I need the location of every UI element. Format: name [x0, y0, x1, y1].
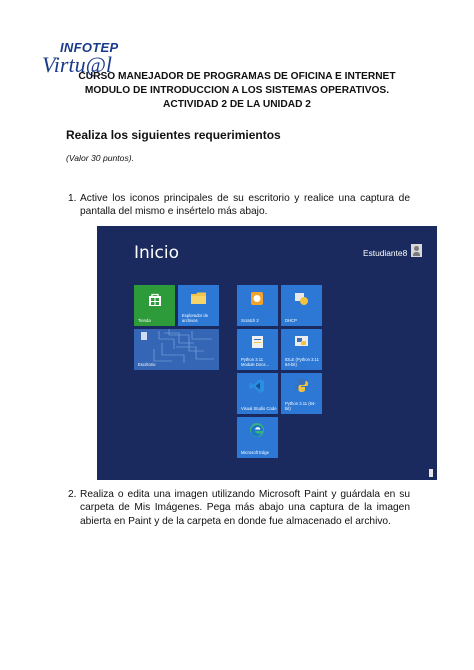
logo-bottom-word: Virtu@l	[42, 52, 112, 77]
tile-escritorio[interactable]	[134, 329, 219, 370]
start-screen-screenshot	[97, 226, 437, 480]
tile-idle[interactable]	[281, 329, 322, 370]
tile-python-docs[interactable]	[237, 329, 278, 370]
title-line-3: ACTIVIDAD 2 DE LA UNIDAD 2	[163, 99, 311, 110]
tile-explorador[interactable]	[178, 285, 219, 326]
python-icon	[294, 378, 309, 393]
tile-dhcp[interactable]	[281, 285, 322, 326]
item-text: Realiza o edita una imagen utilizando Microsoft Paint y guárdala en su carpeta de Mis Imágenes. Pega más abajo una captura de la imagen abierta en Paint y de la carpeta en donde fue almacenado el archivo.	[80, 489, 410, 527]
tile-edge[interactable]	[237, 417, 278, 458]
tile-label: DHCP	[285, 318, 297, 323]
title-line-2: MODULO DE INTRODUCCION A LOS SISTEMAS OPERATIVOS.	[84, 85, 390, 96]
list-item-1	[68, 192, 410, 219]
tile-label: IDLE (Python 3.11 64-bit)	[285, 357, 319, 367]
list-item-2	[68, 488, 410, 528]
points-value: (Valor 30 puntos).	[66, 153, 134, 163]
tile-python[interactable]	[281, 373, 322, 414]
edge-icon	[249, 422, 265, 438]
dhcp-icon	[294, 291, 309, 306]
store-icon	[148, 293, 162, 307]
scrollbar[interactable]	[429, 469, 433, 477]
tile-scratch[interactable]	[237, 285, 278, 326]
item-number: 2.	[68, 489, 77, 500]
tile-vscode[interactable]	[237, 373, 278, 414]
tile-label: Explorador de archivos	[182, 313, 209, 323]
title-line-1: CURSO MANEJADOR DE PROGRAMAS DE OFICINA E INTERNET	[78, 71, 396, 82]
start-screen-title: Inicio	[134, 243, 179, 263]
tile-label: Scratch 2	[241, 318, 259, 323]
item-number: 1.	[68, 193, 77, 204]
tile-label: Python 3.11 (64-bit)	[285, 401, 316, 411]
tile-tienda[interactable]	[134, 285, 175, 326]
scratch-icon	[250, 291, 264, 306]
python-docs-icon	[251, 335, 264, 349]
tile-label: Microsoft Edge	[241, 450, 269, 455]
idle-icon	[294, 335, 309, 349]
requirements-heading: Realiza los siguientes requerimientos	[66, 128, 281, 142]
document-title	[0, 70, 474, 112]
folder-icon	[190, 291, 207, 305]
tile-label: Escritorio	[138, 362, 156, 367]
vscode-icon	[249, 378, 265, 394]
user-avatar-icon	[411, 244, 422, 257]
tile-label: Visual Studio Code	[241, 406, 277, 411]
tile-label: Tienda	[138, 318, 151, 323]
user-name: Estudiante8	[363, 248, 408, 258]
item-text: Active los iconos principales de su escritorio y realice una captura de pantalla del mismo e insértelo más abajo.	[80, 193, 410, 218]
logo-top-word: INFOTEP	[60, 40, 119, 55]
tile-label: Python 3.11 Module Docs...	[241, 357, 269, 367]
